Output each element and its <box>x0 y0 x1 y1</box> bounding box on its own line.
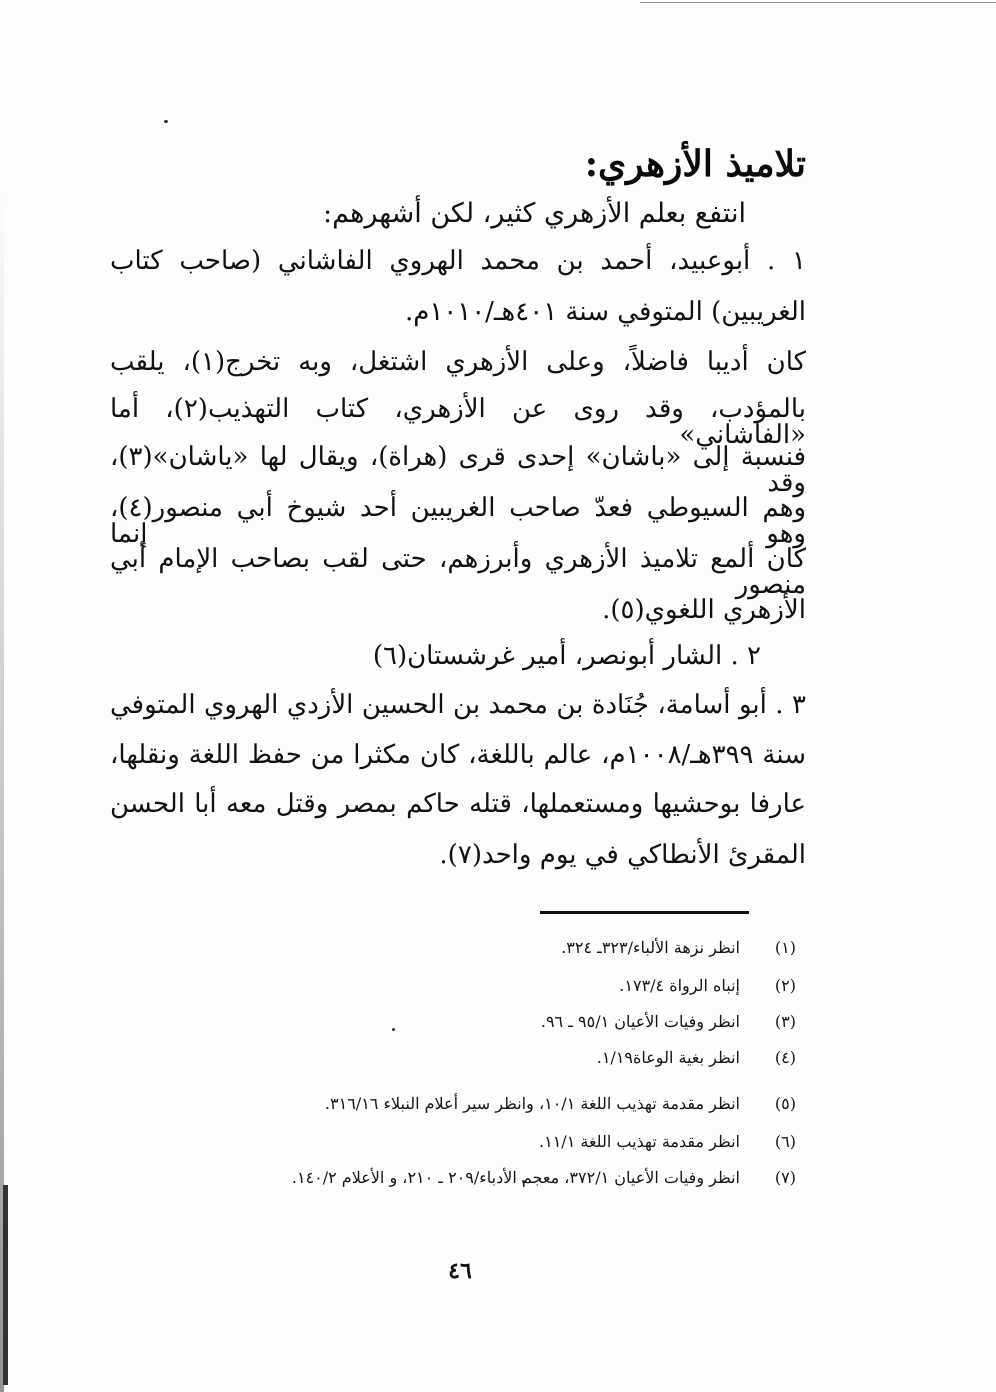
footnote-text: انظر مقدمة تهذيب اللغة ١١/١. <box>539 1132 740 1151</box>
body-line: ٢ . الشار أبونصر، أمير غرشستان(٦) <box>372 641 761 671</box>
footnote-number: (٣) <box>774 1012 796 1031</box>
footnote <box>539 1134 796 1150</box>
body-line: كان ألمع تلاميذ الأزهري وأبرزهم، حتى لقب بصاحب الإمام أبي منصور <box>110 544 806 600</box>
footnote-number: (٧) <box>774 1168 796 1187</box>
scan-speck <box>392 1028 395 1031</box>
body-line: الأزهري اللغوي(٥). <box>602 595 806 625</box>
body-line: سنة ٣٩٩هـ/١٠٠٨م، عالم باللغة، كان مكثرا من حفظ اللغة ونقلها، <box>110 740 806 770</box>
footnote <box>325 1096 796 1112</box>
body-line: عارفا بوحشيها ومستعملها، قتله حاكم بمصر وقتل معه أبا الحسن <box>110 789 806 819</box>
body-line: وهم السيوطي فعدّ صاحب الغريبين أحد شيوخ أبي منصور(٤)، وهو إنما <box>110 493 806 549</box>
footnote-number: (٢) <box>774 976 796 995</box>
footnote-separator <box>540 911 749 914</box>
footnote-number: (٦) <box>774 1132 796 1151</box>
footnote-text: انظر بغية الوعاة١/١٩. <box>596 1048 740 1067</box>
scan-left-mark <box>3 1185 8 1385</box>
footnote-number: (٥) <box>774 1094 796 1113</box>
scan-top-rule <box>640 2 996 3</box>
footnote <box>292 1170 796 1186</box>
footnote <box>561 940 796 956</box>
body-line: الغريبين) المتوفي سنة ٤٠١هـ/١٠١٠م. <box>404 297 806 327</box>
body-line: ٣ . أبو أسامة، جُنَادة بن محمد بن الحسين الأزدي الهروي المتوفي <box>110 690 806 720</box>
body-line: ١ . أبوعبيد، أحمد بن محمد الهروي الفاشاني (صاحب كتاب <box>110 246 806 276</box>
footnote <box>619 978 796 994</box>
page-number: ٤٦ <box>448 1258 472 1284</box>
footnote-number: (١) <box>774 938 796 957</box>
body-line: كان أديبا فاضلاً، وعلى الأزهري اشتغل، وبه تخرج(١)، يلقب <box>110 347 807 377</box>
body-line: فنسبة إلى «باشان» إحدى قرى (هراة)، ويقال لها «ياشان»(٣)، وقد <box>110 442 806 498</box>
footnote <box>541 1014 796 1030</box>
body-line: المقرئ الأنطاكي في يوم واحد(٧). <box>439 840 806 870</box>
footnote <box>597 1050 796 1066</box>
body-line: بالمؤدب، وقد روى عن الأزهري، كتاب التهذيب(٢)، أما «الفاشاني» <box>110 394 807 450</box>
intro-line: انتفع بعلم الأزهري كثير، لكن أشهرهم: <box>323 198 746 229</box>
section-heading: تلاميذ الأزهري: <box>584 143 806 185</box>
footnote-text: انظر وفيات الأعيان ٣٧٢/١، معجم الأدباء/٢٠٩ ـ ٢١٠، و الأعلام ١٤٠/٢. <box>291 1168 740 1187</box>
footnote-text: انظر نزهة الألباء/٣٢٣ـ ٣٢٤. <box>561 938 740 957</box>
footnote-number: (٤) <box>774 1048 796 1067</box>
footnote-text: انظر مقدمة تهذيب اللغة ١٠/١، وانظر سير أعلام النبلاء ٣١٦/١٦. <box>324 1094 740 1113</box>
footnote-text: إنباه الرواة ١٧٣/٤. <box>619 976 740 995</box>
scan-speck <box>164 120 168 123</box>
footnote-text: انظر وفيات الأعيان ٩٥/١ ـ ٩٦. <box>540 1012 740 1031</box>
